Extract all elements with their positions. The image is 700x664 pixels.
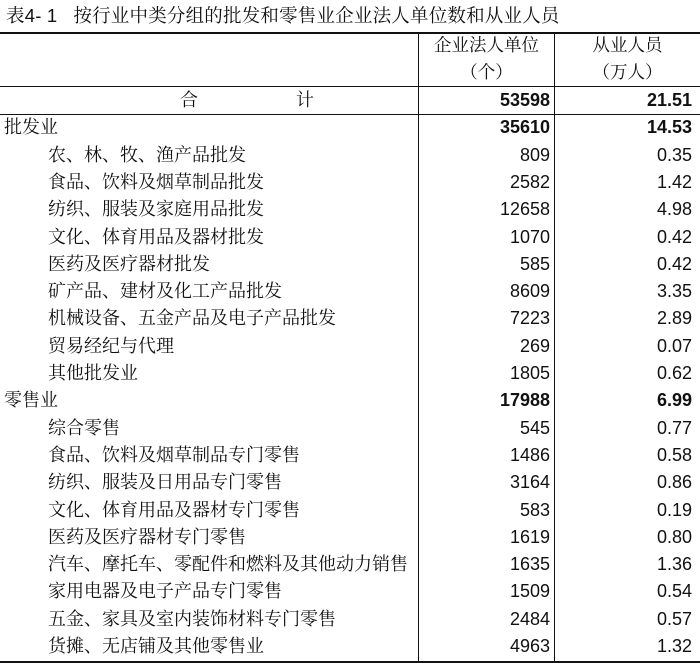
persons-value: 2.89 — [656, 308, 692, 329]
persons-value: 0.86 — [656, 472, 692, 493]
row-label: 零售业 — [4, 390, 58, 412]
header-persons-line1: 从业人员 — [592, 36, 663, 56]
row-label: 合 计 — [180, 90, 354, 111]
table-row — [0, 360, 700, 387]
row-label: 矿产品、建材及化工产品批发 — [48, 281, 282, 303]
persons-value: 0.80 — [656, 526, 692, 547]
table-row — [0, 524, 700, 551]
units-value: 7223 — [509, 308, 550, 329]
row-label: 食品、饮料及烟草制品批发 — [48, 171, 264, 193]
units-value: 545 — [519, 417, 550, 438]
row-label: 批发业 — [4, 117, 58, 139]
persons-value: 0.19 — [656, 499, 692, 520]
table-row — [0, 633, 700, 660]
header-units — [419, 33, 554, 87]
persons-value: 0.54 — [656, 581, 692, 602]
row-label: 贸易经纪与代理 — [48, 335, 174, 357]
units-value: 1486 — [509, 444, 550, 465]
table-row — [0, 169, 700, 196]
units-value: 35610 — [499, 117, 550, 138]
table-row — [0, 305, 700, 332]
row-label: 五金、家具及室内装饰材料专门零售 — [48, 608, 336, 630]
persons-value: 14.53 — [646, 117, 692, 138]
units-value: 1635 — [509, 554, 550, 575]
row-label: 医药及医疗器材批发 — [48, 253, 210, 275]
units-value: 1509 — [509, 581, 550, 602]
row-label: 汽车、摩托车、零配件和燃料及其他动力销售 — [48, 554, 408, 576]
row-label: 文化、体育用品及器材专门零售 — [48, 499, 300, 521]
table-row — [0, 469, 700, 496]
persons-value: 0.42 — [656, 226, 692, 247]
units-value: 1070 — [509, 226, 550, 247]
persons-value: 21.51 — [646, 90, 692, 110]
persons-value: 0.42 — [656, 253, 692, 274]
units-value: 17988 — [499, 390, 550, 411]
units-value: 12658 — [499, 199, 550, 220]
persons-value: 3.35 — [656, 281, 692, 302]
table-row — [0, 442, 700, 469]
header-units-line1: 企业法人单位 — [434, 36, 539, 56]
table-row — [0, 551, 700, 578]
persons-value: 0.58 — [656, 444, 692, 465]
table-title: 按行业中类分组的批发和零售业企业法人单位数和从业人员 — [73, 6, 560, 27]
units-value: 2484 — [509, 608, 550, 629]
persons-value: 1.36 — [656, 554, 692, 575]
table-row — [0, 387, 700, 414]
persons-value: 0.57 — [656, 608, 692, 629]
header-units-line2: （个） — [460, 63, 513, 83]
units-value: 583 — [519, 499, 550, 520]
table-caption — [6, 0, 560, 32]
table-row — [0, 196, 700, 223]
row-label: 机械设备、五金产品及电子产品批发 — [48, 308, 336, 330]
row-label: 文化、体育用品及器材批发 — [48, 226, 264, 248]
row-label: 综合零售 — [48, 417, 120, 439]
row-label: 其他批发业 — [48, 363, 138, 384]
table-row — [0, 278, 700, 305]
table-row — [0, 142, 700, 169]
persons-value: 1.32 — [656, 636, 692, 656]
units-value: 53598 — [499, 90, 550, 110]
persons-value: 4.98 — [656, 199, 692, 220]
row-label: 食品、饮料及烟草制品专门零售 — [48, 444, 300, 466]
table-row — [0, 224, 700, 251]
persons-value: 1.42 — [656, 171, 692, 192]
row-label: 纺织、服装及家庭用品批发 — [48, 199, 264, 221]
table-row — [0, 251, 700, 278]
row-label: 纺织、服装及日用品专门零售 — [48, 472, 282, 494]
units-value: 809 — [519, 144, 550, 165]
units-value: 3164 — [509, 472, 550, 493]
units-value: 269 — [519, 335, 550, 356]
row-label: 医药及医疗器材专门零售 — [48, 526, 246, 548]
bottom-rule — [0, 661, 700, 663]
table-row — [0, 415, 700, 442]
table-row — [0, 114, 700, 141]
header-persons-line2: （万人） — [592, 63, 663, 83]
units-value: 1805 — [509, 363, 550, 383]
persons-value: 0.35 — [656, 144, 692, 165]
table-row — [0, 578, 700, 605]
row-label: 货摊、无店铺及其他零售业 — [48, 636, 264, 657]
row-label: 农、林、牧、渔产品批发 — [48, 144, 246, 166]
table-row — [0, 87, 700, 114]
persons-value: 6.99 — [656, 390, 692, 411]
table-row — [0, 333, 700, 360]
units-value: 1619 — [509, 526, 550, 547]
units-value: 585 — [519, 253, 550, 274]
persons-value: 0.77 — [656, 417, 692, 438]
units-value: 8609 — [509, 281, 550, 302]
persons-value: 0.62 — [656, 363, 692, 383]
table-row — [0, 497, 700, 524]
table-row — [0, 606, 700, 633]
header-persons — [555, 33, 700, 87]
table-number: 表4- 1 — [6, 5, 58, 26]
units-value: 4963 — [509, 636, 550, 656]
row-label: 家用电器及电子产品专门零售 — [48, 581, 282, 603]
units-value: 2582 — [509, 171, 550, 192]
persons-value: 0.07 — [656, 335, 692, 356]
